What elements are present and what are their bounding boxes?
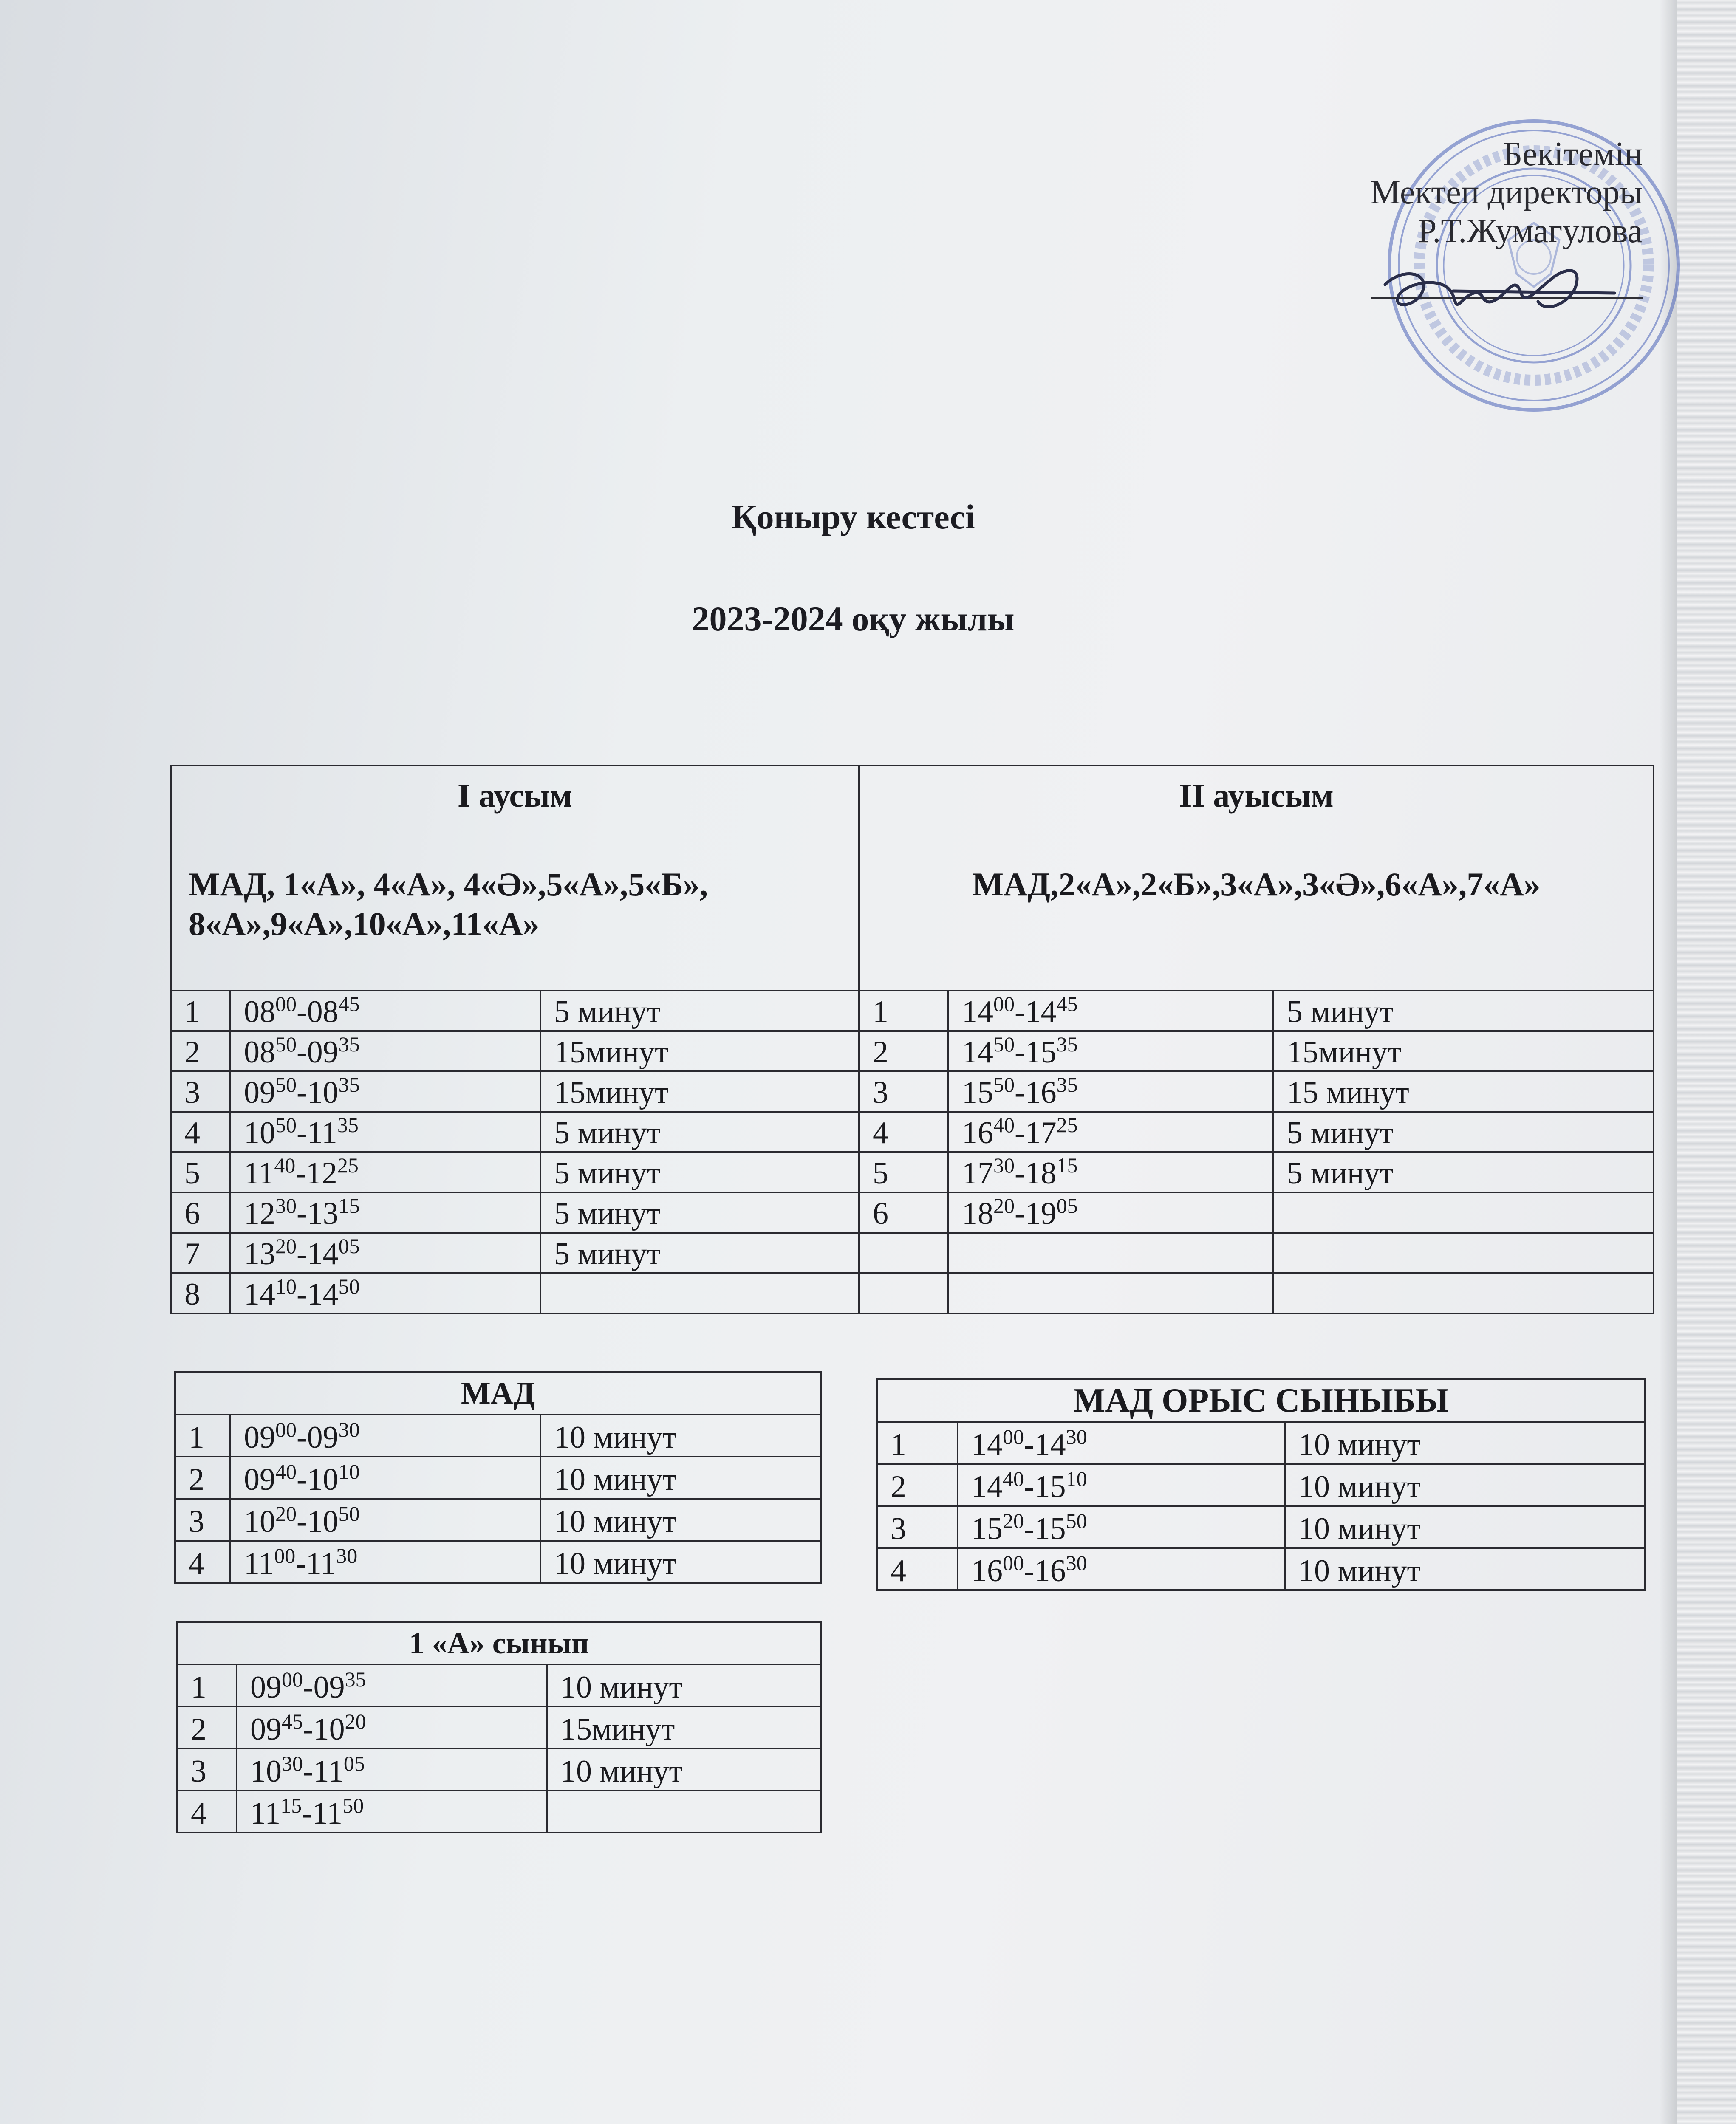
time-start-hour: 11 — [244, 1546, 274, 1581]
time-start-hour: 15 — [962, 1075, 993, 1110]
bell-schedule-main-table — [170, 765, 1654, 1314]
time-end-hour: 09 — [307, 1035, 339, 1070]
break-duration: 10 минут — [1285, 1464, 1645, 1506]
time-dash: - — [297, 1116, 307, 1150]
lesson-time — [230, 991, 540, 1031]
table-row — [175, 1457, 821, 1499]
time-end-hour: 13 — [307, 1196, 339, 1231]
lesson-number: 4 — [177, 1791, 237, 1833]
approval-director-name: Р.Т.Жумагулова — [1417, 212, 1643, 250]
time-end-minute: 30 — [338, 1418, 360, 1441]
lesson-time — [230, 1273, 540, 1313]
lesson-number — [859, 1233, 948, 1273]
shift2-title: II ауысым — [1179, 777, 1334, 814]
time-end-minute: 50 — [338, 1502, 360, 1525]
break-duration: 5 минут — [540, 1192, 859, 1233]
break-duration: 10 минут — [540, 1415, 821, 1457]
break-duration: 5 минут — [540, 991, 859, 1031]
time-start-minute: 00 — [993, 992, 1015, 1016]
time-end-minute: 50 — [342, 1794, 364, 1817]
mad-russian-class-schedule-table — [876, 1378, 1646, 1591]
table-row — [877, 1464, 1645, 1506]
break-duration — [1273, 1273, 1654, 1313]
table-row — [877, 1422, 1645, 1464]
time-end-minute: 35 — [338, 1032, 360, 1056]
time-dash: - — [297, 994, 307, 1029]
time-start-minute: 50 — [275, 1032, 297, 1056]
lesson-time — [948, 1071, 1273, 1112]
time-start-minute: 20 — [275, 1502, 297, 1525]
lesson-number: 4 — [877, 1548, 958, 1590]
lesson-number: 4 — [171, 1112, 230, 1152]
break-duration: 15минут — [540, 1071, 859, 1112]
break-duration — [540, 1273, 859, 1313]
time-dash: - — [302, 1796, 312, 1831]
break-duration: 5 минут — [540, 1152, 859, 1192]
time-end-hour: 14 — [307, 1237, 339, 1271]
time-dash: - — [297, 1277, 307, 1312]
time-end-hour: 15 — [1034, 1511, 1066, 1546]
time-start-minute: 45 — [282, 1709, 303, 1733]
time-end-minute: 05 — [1056, 1194, 1078, 1217]
time-end-minute: 05 — [338, 1234, 360, 1258]
lesson-time — [958, 1506, 1285, 1548]
time-end-hour: 11 — [312, 1796, 343, 1831]
break-duration: 10 минут — [540, 1541, 821, 1583]
lesson-time — [948, 1192, 1273, 1233]
lesson-time — [230, 1541, 540, 1583]
time-end-hour: 11 — [313, 1754, 344, 1789]
time-end-hour: 17 — [1025, 1116, 1057, 1150]
time-end-minute: 35 — [1056, 1032, 1078, 1056]
time-start-minute: 40 — [274, 1153, 296, 1177]
lesson-time — [958, 1464, 1285, 1506]
time-start-minute: 00 — [282, 1667, 303, 1691]
time-end-minute: 05 — [343, 1751, 365, 1775]
lesson-time — [230, 1112, 540, 1152]
table-row — [177, 1748, 821, 1791]
time-dash: - — [1015, 1116, 1025, 1150]
break-duration: 5 минут — [1273, 991, 1654, 1031]
time-start-minute: 40 — [993, 1113, 1015, 1137]
time-end-hour: 16 — [1025, 1075, 1057, 1110]
table-row — [177, 1706, 821, 1748]
time-end-hour: 10 — [307, 1075, 339, 1110]
time-end-minute: 35 — [1056, 1073, 1078, 1096]
lesson-number: 5 — [171, 1152, 230, 1192]
lesson-time — [237, 1706, 547, 1748]
table-row — [177, 1791, 821, 1833]
time-end-minute: 50 — [338, 1274, 360, 1298]
shift2-classes: МАД,2«А»,2«Б»,3«А»,3«Ә»,6«А»,7«А» — [972, 865, 1541, 903]
mad-russian-table-title: МАД ОРЫС СЫНЫБЫ — [877, 1379, 1645, 1422]
break-duration — [1273, 1233, 1654, 1273]
break-duration: 5 минут — [540, 1112, 859, 1152]
lesson-time — [948, 1112, 1273, 1152]
table-row — [175, 1499, 821, 1541]
lesson-number: 3 — [171, 1071, 230, 1112]
time-end-minute: 35 — [337, 1113, 359, 1137]
break-duration: 15минут — [540, 1031, 859, 1071]
lesson-number: 5 — [859, 1152, 948, 1192]
time-dash: - — [1024, 1553, 1035, 1588]
lesson-time — [948, 991, 1273, 1031]
academic-year: 2023-2024 оқу жылы — [692, 599, 1015, 638]
time-start-hour: 08 — [244, 1035, 275, 1070]
document-title: Қоныру кестесі — [731, 497, 975, 536]
lesson-number: 2 — [171, 1031, 230, 1071]
time-end-hour: 11 — [307, 1116, 337, 1150]
time-start-hour: 14 — [971, 1469, 1003, 1504]
time-end-hour: 14 — [1025, 994, 1057, 1029]
lesson-number: 2 — [175, 1457, 230, 1499]
time-start-hour: 13 — [244, 1237, 275, 1271]
break-duration: 10 минут — [547, 1664, 821, 1706]
time-dash: - — [303, 1712, 314, 1747]
time-start-hour: 15 — [971, 1511, 1003, 1546]
table-row — [171, 1152, 1654, 1192]
lesson-time — [230, 1457, 540, 1499]
time-start-hour: 08 — [244, 994, 275, 1029]
time-end-hour: 18 — [1025, 1156, 1057, 1191]
table-row — [171, 1071, 1654, 1112]
time-start-minute: 20 — [993, 1194, 1015, 1217]
time-end-minute: 45 — [338, 992, 360, 1016]
time-end-hour: 15 — [1034, 1469, 1066, 1504]
table-row — [171, 1192, 1654, 1233]
lesson-number: 1 — [177, 1664, 237, 1706]
lesson-time — [958, 1422, 1285, 1464]
mad-table-title: МАД — [175, 1372, 821, 1415]
time-dash: - — [297, 1196, 307, 1231]
time-end-minute: 25 — [1056, 1113, 1078, 1137]
lesson-time — [230, 1192, 540, 1233]
time-start-minute: 30 — [282, 1751, 303, 1775]
time-end-hour: 10 — [307, 1504, 339, 1539]
lesson-time — [230, 1499, 540, 1541]
lesson-time — [230, 1415, 540, 1457]
time-start-minute: 50 — [993, 1073, 1015, 1096]
break-duration: 10 минут — [1285, 1506, 1645, 1548]
time-start-hour: 17 — [962, 1156, 993, 1191]
grade-1a-table-title: 1 «А» сынып — [177, 1622, 821, 1664]
time-start-minute: 40 — [275, 1460, 297, 1483]
time-end-hour: 09 — [307, 1420, 339, 1455]
lesson-number: 6 — [171, 1192, 230, 1233]
break-duration: 15минут — [547, 1706, 821, 1748]
table-row — [177, 1664, 821, 1706]
time-end-minute: 15 — [338, 1194, 360, 1217]
time-start-hour: 10 — [244, 1504, 275, 1539]
time-start-hour: 11 — [250, 1796, 281, 1831]
time-end-minute: 25 — [337, 1153, 359, 1177]
break-duration: 5 минут — [1273, 1112, 1654, 1152]
time-dash: - — [1024, 1427, 1035, 1462]
time-dash: - — [297, 1420, 307, 1455]
time-start-hour: 18 — [962, 1196, 993, 1231]
shift1-title: I аусым — [457, 777, 573, 814]
time-end-minute: 35 — [338, 1073, 360, 1096]
approval-heading: Бекітемін — [1503, 136, 1643, 173]
time-start-minute: 00 — [274, 1544, 296, 1568]
table-row — [171, 991, 1654, 1031]
lesson-number: 3 — [859, 1071, 948, 1112]
time-start-hour: 16 — [971, 1553, 1003, 1588]
time-end-minute: 35 — [345, 1667, 366, 1691]
break-duration — [1273, 1192, 1654, 1233]
time-start-hour: 11 — [244, 1156, 274, 1191]
time-end-minute: 45 — [1056, 992, 1078, 1016]
lesson-number: 3 — [877, 1506, 958, 1548]
time-start-hour: 14 — [962, 1035, 993, 1070]
lesson-number: 2 — [877, 1464, 958, 1506]
time-dash: - — [297, 1237, 307, 1271]
lesson-time — [237, 1664, 547, 1706]
time-dash: - — [297, 1075, 307, 1110]
time-dash: - — [1015, 1156, 1025, 1191]
time-end-hour: 16 — [1034, 1553, 1066, 1588]
time-start-minute: 15 — [280, 1794, 302, 1817]
time-start-minute: 30 — [993, 1153, 1015, 1177]
time-start-hour: 09 — [250, 1670, 282, 1705]
lesson-number: 1 — [859, 991, 948, 1031]
time-start-minute: 30 — [275, 1194, 297, 1217]
lesson-number: 8 — [171, 1273, 230, 1313]
time-end-minute: 20 — [345, 1709, 366, 1733]
time-dash: - — [297, 1462, 307, 1497]
lesson-time — [230, 1071, 540, 1112]
break-duration: 10 минут — [1285, 1422, 1645, 1464]
time-end-hour: 14 — [307, 1277, 339, 1312]
lesson-time — [237, 1748, 547, 1791]
time-end-hour: 10 — [307, 1462, 339, 1497]
time-end-hour: 10 — [313, 1712, 345, 1747]
break-duration: 10 минут — [540, 1457, 821, 1499]
time-dash: - — [295, 1156, 306, 1191]
time-dash: - — [1015, 1035, 1025, 1070]
time-start-hour: 09 — [244, 1420, 275, 1455]
time-dash: - — [297, 1035, 307, 1070]
table-row — [877, 1506, 1645, 1548]
time-end-minute: 30 — [1066, 1551, 1087, 1575]
time-start-hour: 09 — [244, 1075, 275, 1110]
time-end-minute: 15 — [1056, 1153, 1078, 1177]
time-end-hour: 08 — [307, 994, 339, 1029]
time-start-minute: 50 — [275, 1113, 297, 1137]
time-start-minute: 00 — [1003, 1551, 1024, 1575]
lesson-time — [948, 1273, 1273, 1313]
time-dash: - — [1015, 1075, 1025, 1110]
lesson-time — [948, 1152, 1273, 1192]
time-end-minute: 30 — [336, 1544, 358, 1568]
lesson-number: 1 — [175, 1415, 230, 1457]
time-end-hour: 19 — [1025, 1196, 1057, 1231]
table-row — [175, 1541, 821, 1583]
break-duration — [547, 1791, 821, 1833]
time-end-minute: 30 — [1066, 1425, 1087, 1449]
lesson-number: 1 — [877, 1422, 958, 1464]
time-start-minute: 20 — [275, 1234, 297, 1258]
time-end-minute: 50 — [1066, 1509, 1087, 1533]
break-duration: 10 минут — [547, 1748, 821, 1791]
break-duration: 5 минут — [1273, 1152, 1654, 1192]
lesson-time — [230, 1152, 540, 1192]
time-dash: - — [297, 1504, 307, 1539]
time-end-hour: 09 — [313, 1670, 345, 1705]
time-dash: - — [303, 1754, 314, 1789]
lesson-time — [230, 1233, 540, 1273]
time-dash: - — [1015, 1196, 1025, 1231]
table-row — [877, 1548, 1645, 1590]
time-start-minute: 50 — [993, 1032, 1015, 1056]
time-dash: - — [1015, 994, 1025, 1029]
lesson-number: 4 — [859, 1112, 948, 1152]
grade-1a-schedule-table — [176, 1621, 822, 1833]
table-row — [171, 1112, 1654, 1152]
table-row — [175, 1415, 821, 1457]
table-row — [171, 1273, 1654, 1313]
lesson-time — [948, 1233, 1273, 1273]
time-end-minute: 10 — [338, 1460, 360, 1483]
time-end-hour: 11 — [305, 1546, 336, 1581]
time-start-minute: 00 — [275, 1418, 297, 1441]
lesson-number: 2 — [177, 1706, 237, 1748]
time-dash: - — [295, 1546, 306, 1581]
approval-position: Мектеп директоры — [1370, 174, 1643, 212]
lesson-number: 3 — [177, 1748, 237, 1791]
time-dash: - — [1024, 1469, 1035, 1504]
time-dash: - — [303, 1670, 314, 1705]
table-row — [171, 1233, 1654, 1273]
time-start-minute: 40 — [1003, 1467, 1024, 1491]
time-start-hour: 09 — [250, 1712, 282, 1747]
time-start-hour: 10 — [244, 1116, 275, 1150]
lesson-time — [948, 1031, 1273, 1071]
break-duration: 10 минут — [540, 1499, 821, 1541]
lesson-number: 7 — [171, 1233, 230, 1273]
time-start-hour: 10 — [250, 1754, 282, 1789]
shift2-header — [859, 765, 1654, 991]
time-start-hour: 14 — [244, 1277, 275, 1312]
lesson-number: 1 — [171, 991, 230, 1031]
time-start-minute: 00 — [1003, 1425, 1024, 1449]
time-start-hour: 09 — [244, 1462, 275, 1497]
lesson-time — [958, 1548, 1285, 1590]
time-end-hour: 14 — [1034, 1427, 1066, 1462]
time-end-hour: 15 — [1025, 1035, 1057, 1070]
mad-schedule-table — [174, 1371, 822, 1584]
time-start-minute: 50 — [275, 1073, 297, 1096]
lesson-time — [230, 1031, 540, 1071]
time-end-hour: 12 — [305, 1156, 337, 1191]
time-dash: - — [1024, 1511, 1035, 1546]
lesson-number: 3 — [175, 1499, 230, 1541]
time-start-hour: 14 — [971, 1427, 1003, 1462]
break-duration: 15 минут — [1273, 1071, 1654, 1112]
time-start-hour: 14 — [962, 994, 993, 1029]
lesson-number — [859, 1273, 948, 1313]
lesson-time — [237, 1791, 547, 1833]
shift1-header — [171, 765, 859, 991]
time-start-minute: 20 — [1003, 1509, 1024, 1533]
lesson-number: 2 — [859, 1031, 948, 1071]
lesson-number: 4 — [175, 1541, 230, 1583]
break-duration: 10 минут — [1285, 1548, 1645, 1590]
time-start-minute: 10 — [275, 1274, 297, 1298]
time-start-hour: 12 — [244, 1196, 275, 1231]
time-end-minute: 10 — [1066, 1467, 1087, 1491]
table-row — [171, 1031, 1654, 1071]
break-duration: 5 минут — [540, 1233, 859, 1273]
break-duration: 15минут — [1273, 1031, 1654, 1071]
lesson-number: 6 — [859, 1192, 948, 1233]
handwritten-signature-icon — [1377, 251, 1674, 336]
shift1-classes: МАД, 1«А», 4«А», 4«Ә»,5«А»,5«Б», 8«А»,9«А»,10«А»,11«А» — [189, 865, 708, 943]
time-start-minute: 00 — [275, 992, 297, 1016]
time-start-hour: 16 — [962, 1116, 993, 1150]
